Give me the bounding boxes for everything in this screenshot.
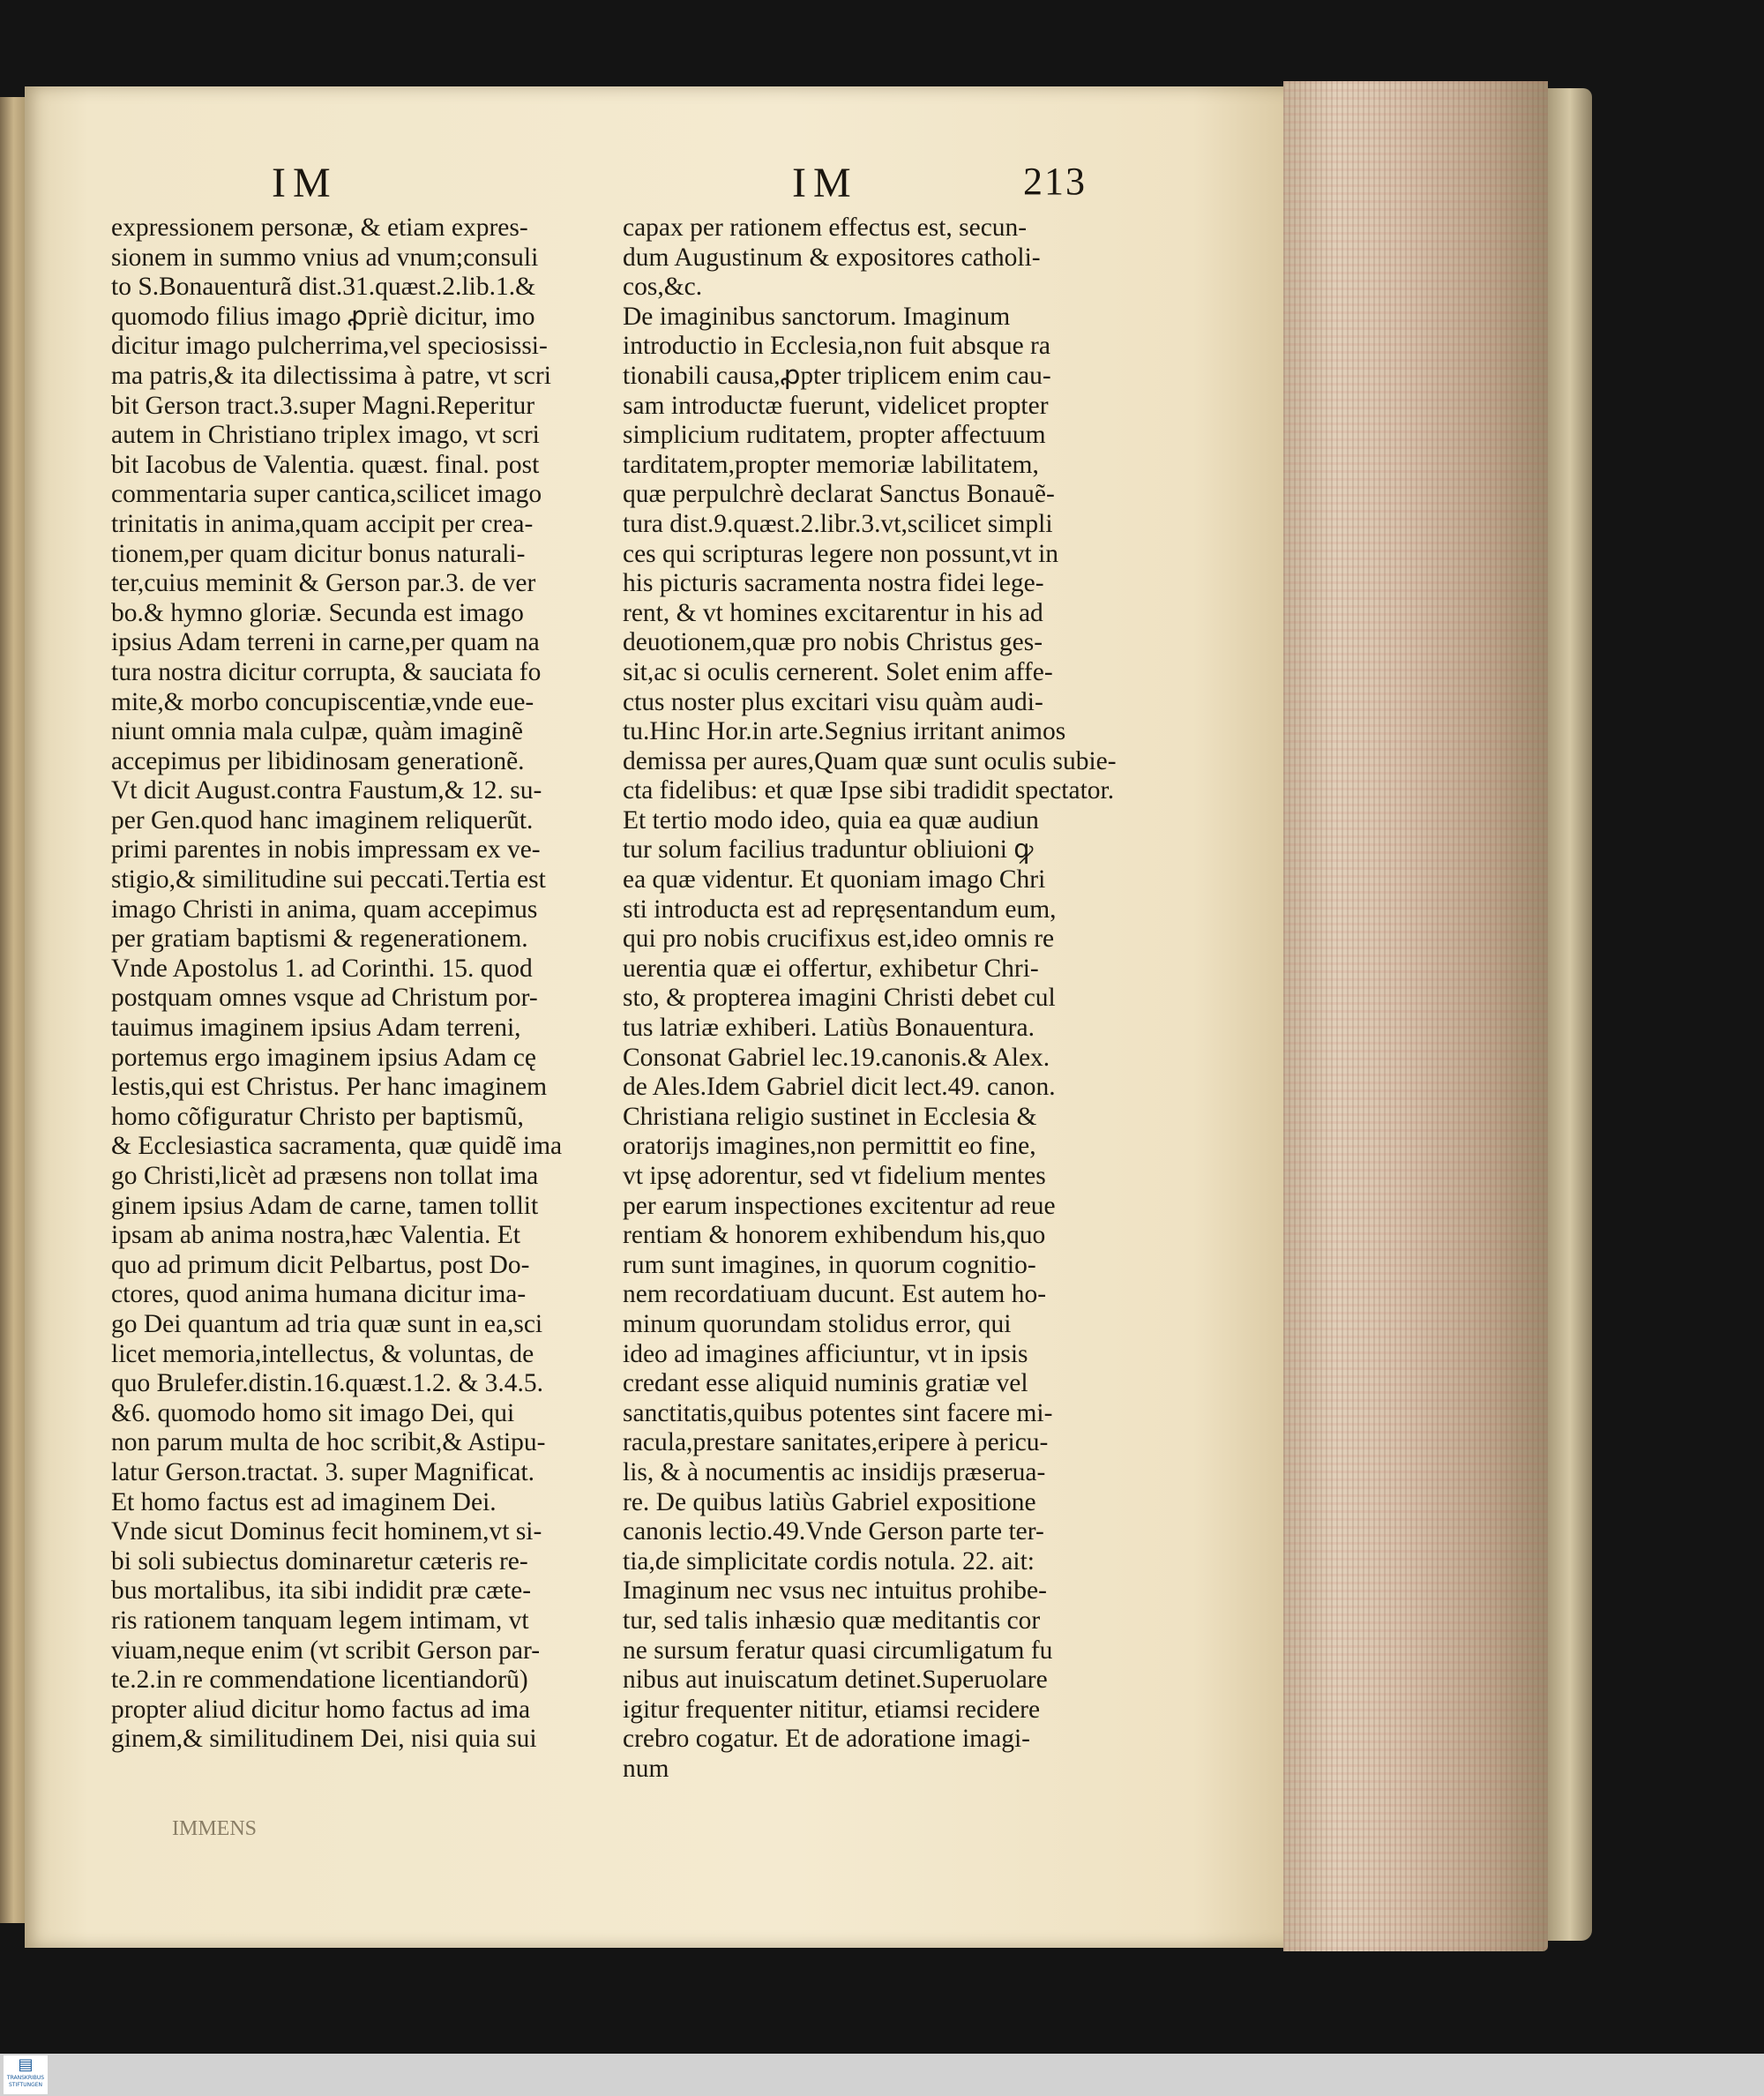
text-line: Vnde Apostolus 1. ad Corinthi. 15. quod: [111, 954, 533, 983]
page-number: 213: [1023, 160, 1087, 203]
text-line: portemus ergo imaginem ipsius Adam cę: [111, 1043, 537, 1072]
text-line: sit,ac si oculis cernerent. Solet enim affe-: [623, 657, 1053, 686]
text-line: dicitur imago pulcherrima,vel speciosissi-: [111, 332, 548, 361]
text-line: bus mortalibus, ita sibi indidit præ cæte-: [111, 1576, 532, 1606]
text-line: per Gen.quod hanc imaginem reliquerũt.: [111, 805, 534, 835]
text-line: expressionem personæ, & etiam expres-: [111, 213, 528, 242]
text-line: homo cõfiguratur Christo per baptismũ,: [111, 1102, 524, 1131]
text-line: Vnde sicut Dominus fecit hominem,vt si-: [111, 1517, 542, 1546]
text-line: tarditatem,propter memoriæ labilitatem,: [623, 450, 1039, 479]
text-line: cta fidelibus: et quæ Ipse sibi tradidit spectator.: [623, 776, 1115, 805]
book-fore-edge: [1283, 81, 1548, 1951]
footer-catchword: IMMENS: [172, 1817, 258, 1840]
text-line: tia,de simplicitate cordis notula. 22. ait:: [623, 1546, 1035, 1576]
text-line: ne sursum feratur quasi circumligatum fu: [623, 1636, 1053, 1665]
text-line: ctus noster plus excitari visu quàm audi-: [623, 687, 1043, 716]
text-line: ces qui scripturas legere non possunt,vt in: [623, 539, 1059, 568]
text-line: nem recordatiuam ducunt. Est autem ho-: [623, 1280, 1047, 1309]
text-line: ginem,& similitudinem Dei, nisi quia sui: [111, 1725, 537, 1754]
text-line: ipsam ab anima nostra,hæc Valentia. Et: [111, 1221, 520, 1250]
text-line: commentaria super cantica,scilicet imago: [111, 480, 542, 509]
text-line: niunt omnia mala culpæ, quàm imaginẽ: [111, 717, 523, 746]
text-line: tura dist.9.quæst.2.libr.3.vt,scilicet simpli: [623, 509, 1053, 538]
text-line: demissa per aures,Quam quæ sunt oculis subie-: [623, 746, 1117, 775]
text-line: ctores, quod anima humana dicitur ima-: [111, 1280, 527, 1309]
text-line: per earum inspectiones excitentur ad reue: [623, 1191, 1056, 1220]
text-line: sto, & propterea imagini Christi debet cul: [623, 984, 1056, 1013]
text-line: rent, & vt homines excitarentur in his ad: [623, 598, 1043, 627]
text-line: tur, sed talis inhæsio quæ meditantis cor: [623, 1606, 1041, 1635]
text-line: capax per rationem effectus est, secun-: [623, 213, 1028, 242]
text-line: mite,& morbo concupiscentiæ,vnde eue-: [111, 687, 534, 716]
text-line: bit Gerson tract.3.super Magni.Reperitur: [111, 391, 535, 420]
text-line: quomodo filius imago ꝓpriè dicitur, imo: [111, 302, 535, 331]
text-line: Vt dicit August.contra Faustum,& 12. su-: [111, 776, 542, 805]
text-line: oratorijs imagines,non permittit eo fine,: [623, 1132, 1036, 1161]
watermark-text: TRANSKRIBUS STIFTUNGEN: [6, 2075, 45, 2088]
text-line: dum Augustinum & expositores catholi-: [623, 243, 1041, 272]
text-line: canonis lectio.49.Vnde Gerson parte ter-: [623, 1517, 1044, 1546]
text-line: propter aliud dicitur homo factus ad ima: [111, 1695, 531, 1724]
logo-mark-icon: ▤: [18, 2055, 34, 2074]
text-line: Christiana religio sustinet in Ecclesia &: [623, 1102, 1037, 1131]
text-line: per gratiam baptismi & regenerationem.: [111, 924, 528, 954]
text-line: viuam,neque enim (vt scribit Gerson par-: [111, 1636, 541, 1665]
text-line: sanctitatis,quibus potentes sint facere mi-: [623, 1398, 1053, 1427]
text-line: quo Brulefer.distin.16.quæst.1.2. & 3.4.5.: [111, 1369, 544, 1398]
text-line: nibus aut inuiscatum detinet.Superuolare: [623, 1666, 1048, 1695]
text-line: licet memoria,intellectus, & voluntas, de: [111, 1339, 534, 1368]
text-line: qui pro nobis crucifixus est,ideo omnis re: [623, 924, 1055, 954]
text-line: De imaginibus sanctorum. Imaginum: [623, 302, 1011, 331]
text-line: vt ipsę adorentur, sed vt fidelium mentes: [623, 1162, 1046, 1190]
text-line: go Christi,licèt ad præsens non tollat ima: [111, 1162, 539, 1190]
text-line: ideo ad imagines afficiuntur, vt in ipsis: [623, 1339, 1028, 1368]
text-line: minum quorundam stolidus error, qui: [623, 1309, 1012, 1338]
text-line: tionabili causa,ꝓpter triplicem enim cau-: [623, 361, 1051, 390]
text-line: primi parentes in nobis impressam ex ve-: [111, 835, 541, 865]
text-line: credant esse aliquid numinis gratiæ vel: [623, 1369, 1028, 1398]
text-line: his picturis sacramenta nostra fidei lege-: [623, 569, 1044, 598]
text-line: rum sunt imagines, in quorum cognitio-: [623, 1250, 1036, 1279]
text-line: trinitatis in anima,quam accipit per crea-: [111, 509, 534, 538]
text-line: quo ad primum dicit Pelbartus, post Do-: [111, 1250, 530, 1279]
text-line: introductio in Ecclesia,non fuit absque ra: [623, 332, 1050, 361]
text-line: &6. quomodo homo sit imago Dei, qui: [111, 1398, 515, 1427]
text-line: tura nostra dicitur corrupta, & sauciata fo: [111, 657, 542, 686]
text-line: ris rationem tanquam legem intimam, vt: [111, 1606, 529, 1635]
text-line: bo.& hymno gloriæ. Secunda est imago: [111, 598, 524, 627]
text-line: sam introductæ fuerunt, videlicet propter: [623, 391, 1049, 420]
viewer-bottom-bar: [0, 2054, 1764, 2096]
text-line: bit Iacobus de Valentia. quæst. final. post: [111, 450, 540, 479]
text-line: uerentia quæ ei offertur, exhibetur Chri-: [623, 954, 1039, 983]
text-line: imago Christi in anima, quam accepimus: [111, 895, 538, 924]
text-line: bi soli subiectus dominaretur cæteris re-: [111, 1546, 528, 1576]
text-line: cos,&c.: [623, 273, 703, 302]
text-line: accepimus per libidinosam generationẽ.: [111, 746, 525, 775]
text-line: stigio,& similitudine sui peccati.Tertia est: [111, 865, 546, 895]
text-line: sti introducta est ad repręsentandum eum,: [623, 895, 1057, 924]
text-line: & Ecclesiastica sacramenta, quæ quidẽ ima: [111, 1132, 563, 1161]
running-header-left: IM: [272, 160, 338, 206]
text-line: non parum multa de hoc scribit,& Astipu-: [111, 1428, 546, 1457]
text-line: de Ales.Idem Gabriel dicit lect.49. canon.: [623, 1073, 1056, 1102]
left-page-edge: [0, 97, 25, 1923]
text-line: rentiam & honorem exhibendum his,quo: [623, 1221, 1046, 1250]
text-line: igitur frequenter nititur, etiamsi recidere: [623, 1695, 1041, 1724]
text-line: tauimus imaginem ipsius Adam terreni,: [111, 1014, 521, 1043]
right-column: [623, 213, 1117, 1784]
watermark-logo: [4, 2055, 48, 2094]
text-line: tus latriæ exhiberi. Latiùs Bonauentura.: [623, 1014, 1035, 1043]
text-line: ma patris,& ita dilectissima à patre, vt scri: [111, 361, 551, 390]
text-line: simplicium ruditatem, propter affectuum: [623, 421, 1046, 450]
text-line: to S.Bonauenturã dist.31.quæst.2.lib.1.&: [111, 273, 536, 302]
text-line: sionem in summo vnius ad vnum;consuli: [111, 243, 539, 272]
left-column: [111, 213, 562, 1755]
text-line: ipsius Adam terreni in carne,per quam na: [111, 628, 540, 657]
text-line: racula,prestare sanitates,eripere à pericu-: [623, 1428, 1049, 1457]
text-line: te.2.in re commendatione licentiandorũ): [111, 1666, 528, 1695]
text-line: tur solum facilius traduntur obliuioni ꝙ: [623, 835, 1034, 865]
text-line: deuotionem,quæ pro nobis Christus ges-: [623, 628, 1043, 657]
text-line: tionem,per quam dicitur bonus naturali-: [111, 539, 526, 568]
text-line: Imaginum nec vsus nec intuitus prohibe-: [623, 1576, 1047, 1606]
text-line: lestis,qui est Christus. Per hanc imaginem: [111, 1073, 548, 1102]
text-line: quæ perpulchrè declarat Sanctus Bonauẽ-: [623, 480, 1055, 509]
text-line: re. De quibus latiùs Gabriel expositione: [623, 1487, 1036, 1516]
text-line: postquam omnes vsque ad Christum por-: [111, 984, 538, 1013]
text-line: ea quæ videntur. Et quoniam imago Chri: [623, 865, 1046, 895]
text-line: lis, & à nocumentis ac insidijs præserua-: [623, 1457, 1046, 1486]
text-line: tu.Hinc Hor.in arte.Segnius irritant animos: [623, 717, 1066, 746]
text-line: num: [623, 1754, 669, 1783]
text-line: crebro cogatur. Et de adoratione imagi-: [623, 1725, 1030, 1754]
text-line: Consonat Gabriel lec.19.canonis.& Alex.: [623, 1043, 1050, 1072]
text-line: autem in Christiano triplex imago, vt scri: [111, 421, 540, 450]
running-header-right: IM: [792, 160, 858, 206]
text-line: latur Gerson.tractat. 3. super Magnificat.: [111, 1457, 535, 1486]
book-cover-edge: [1548, 88, 1592, 1941]
text-line: ter,cuius meminit & Gerson par.3. de ver: [111, 569, 536, 598]
text-line: Et tertio modo ideo, quia ea quæ audiun: [623, 805, 1039, 835]
text-line: ginem ipsius Adam de carne, tamen tollit: [111, 1191, 539, 1220]
text-line: Et homo factus est ad imaginem Dei.: [111, 1487, 497, 1516]
text-line: go Dei quantum ad tria quæ sunt in ea,sci: [111, 1309, 543, 1338]
